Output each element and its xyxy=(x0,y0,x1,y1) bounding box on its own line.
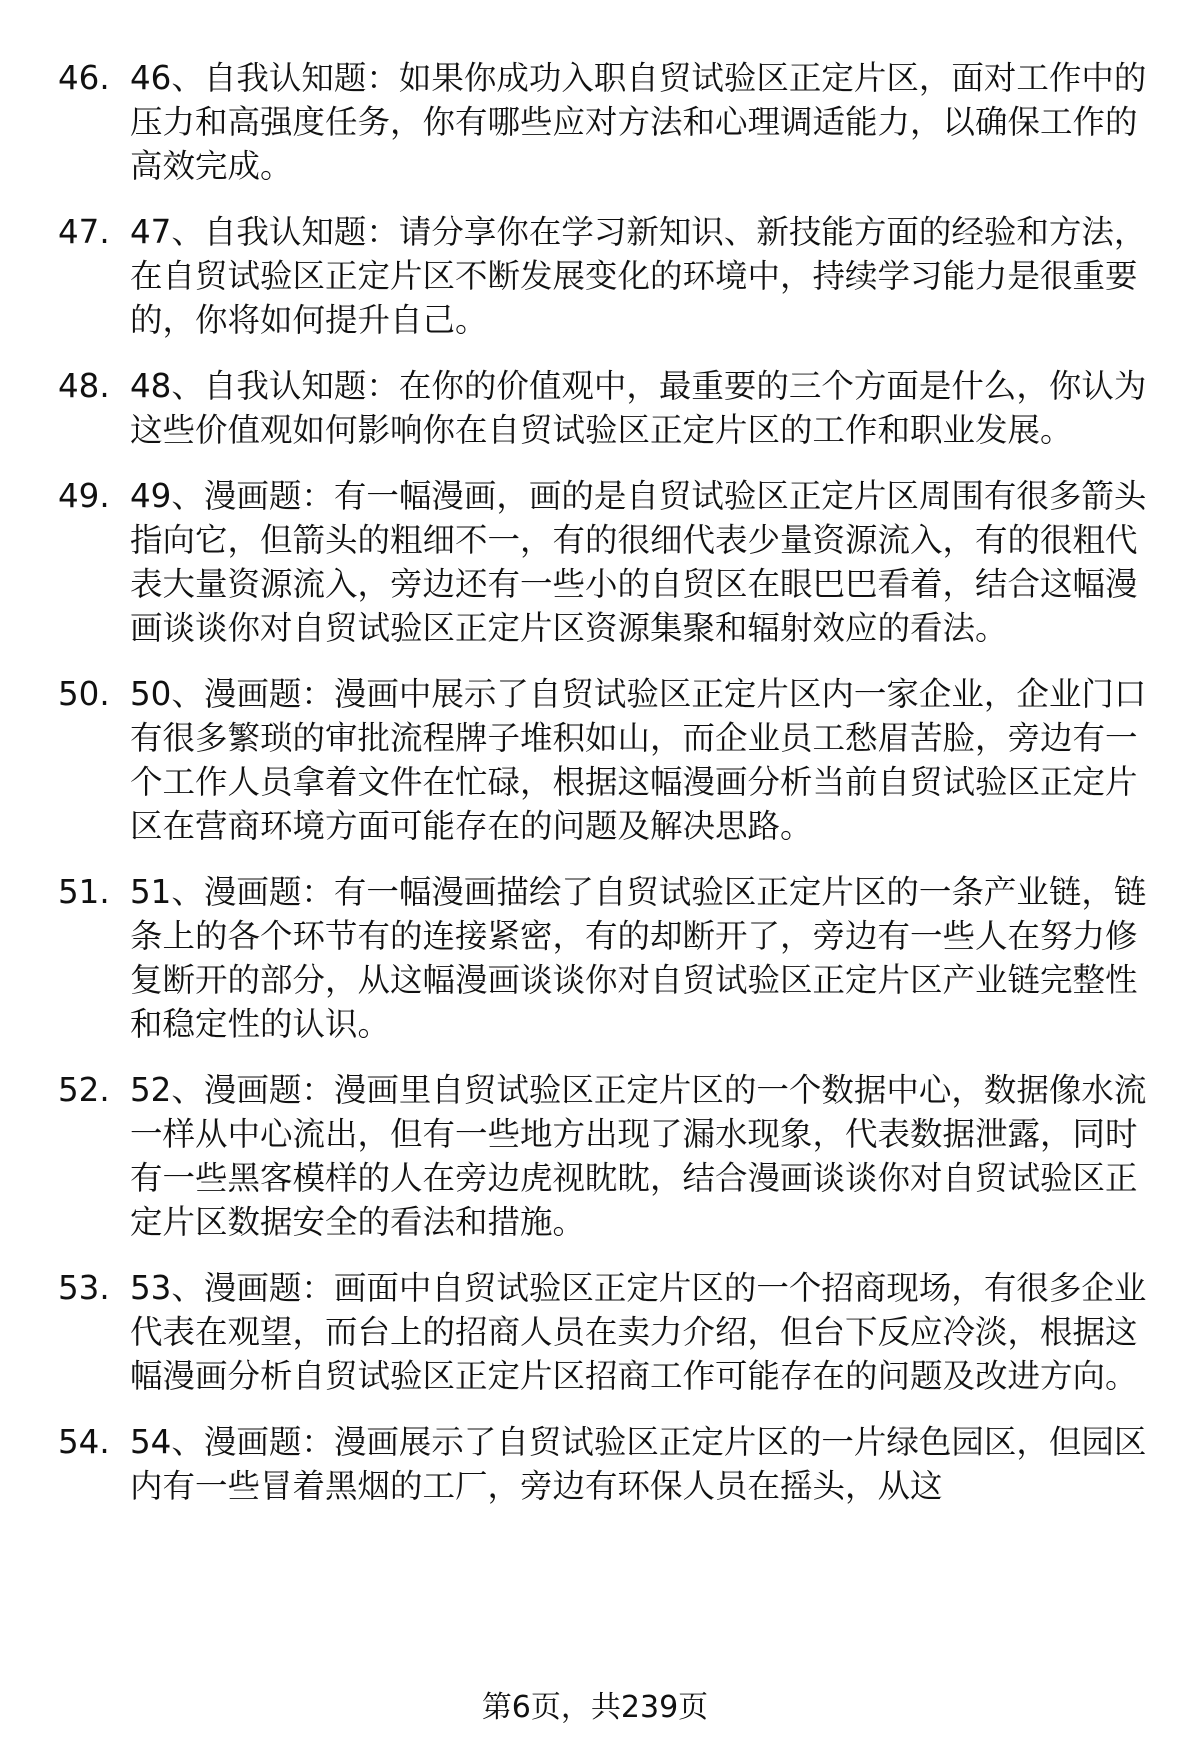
question-text: 53、漫画题：画面中自贸试验区正定片区的一个招商现场，有很多企业代表在观望，而台上的招商人员在卖力介绍，但台下反应冷淡，根据这幅漫画分析自贸试验区正定片区招商工作可能存在的问题及改进方向。 xyxy=(130,1269,1147,1395)
question-item xyxy=(58,210,1158,342)
question-text: 49、漫画题：有一幅漫画，画的是自贸试验区正定片区周围有很多箭头指向它，但箭头的粗细不一，有的很细代表少量资源流入，有的很粗代表大量资源流入，旁边还有一些小的自贸区在眼巴巴看着，结合这幅漫画谈谈你对自贸试验区正定片区资源集聚和辐射效应的看法。 xyxy=(130,477,1147,647)
question-item xyxy=(58,672,1158,848)
question-number: 53. xyxy=(58,1269,110,1307)
question-number: 49. xyxy=(58,477,110,515)
question-item xyxy=(58,1420,1158,1508)
question-number: 47. xyxy=(58,213,110,251)
question-item xyxy=(58,870,1158,1046)
question-text: 48、自我认知题：在你的价值观中，最重要的三个方面是什么，你认为这些价值观如何影响你在自贸试验区正定片区的工作和职业发展。 xyxy=(130,367,1147,449)
question-number: 48. xyxy=(58,367,110,405)
question-text: 54、漫画题：漫画展示了自贸试验区正定片区的一片绿色园区，但园区内有一些冒着黑烟的工厂，旁边有环保人员在摇头，从这 xyxy=(130,1423,1147,1505)
question-text: 50、漫画题：漫画中展示了自贸试验区正定片区内一家企业，企业门口有很多繁琐的审批流程牌子堆积如山，而企业员工愁眉苦脸，旁边有一个工作人员拿着文件在忙碌，根据这幅漫画分析当前自贸试验区正定片区在营商环境方面可能存在的问题及解决思路。 xyxy=(130,675,1147,845)
question-text: 47、自我认知题：请分享你在学习新知识、新技能方面的经验和方法，在自贸试验区正定片区不断发展变化的环境中，持续学习能力是很重要的，你将如何提升自己。 xyxy=(130,213,1147,339)
question-number: 51. xyxy=(58,873,110,911)
question-item xyxy=(58,1266,1158,1398)
question-item xyxy=(58,364,1158,452)
question-item xyxy=(58,1068,1158,1244)
question-text: 52、漫画题：漫画里自贸试验区正定片区的一个数据中心，数据像水流一样从中心流出，但有一些地方出现了漏水现象，代表数据泄露，同时有一些黑客模样的人在旁边虎视眈眈，结合漫画谈谈你对自贸试验区正定片区数据安全的看法和措施。 xyxy=(130,1071,1147,1241)
question-number: 50. xyxy=(58,675,110,713)
page-number-label: 第6页，共239页 xyxy=(481,1690,709,1725)
question-text: 46、自我认知题：如果你成功入职自贸试验区正定片区，面对工作中的压力和高强度任务，你有哪些应对方法和心理调适能力，以确保工作的高效完成。 xyxy=(130,59,1147,185)
question-list xyxy=(58,56,1158,1530)
question-number: 46. xyxy=(58,59,110,97)
question-text: 51、漫画题：有一幅漫画描绘了自贸试验区正定片区的一条产业链，链条上的各个环节有的连接紧密，有的却断开了，旁边有一些人在努力修复断开的部分，从这幅漫画谈谈你对自贸试验区正定片区产业链完整性和稳定性的认识。 xyxy=(130,873,1147,1043)
question-number: 54. xyxy=(58,1423,110,1461)
question-item xyxy=(58,474,1158,650)
question-item xyxy=(58,56,1158,188)
page-footer xyxy=(0,1688,1190,1728)
question-number: 52. xyxy=(58,1071,110,1109)
